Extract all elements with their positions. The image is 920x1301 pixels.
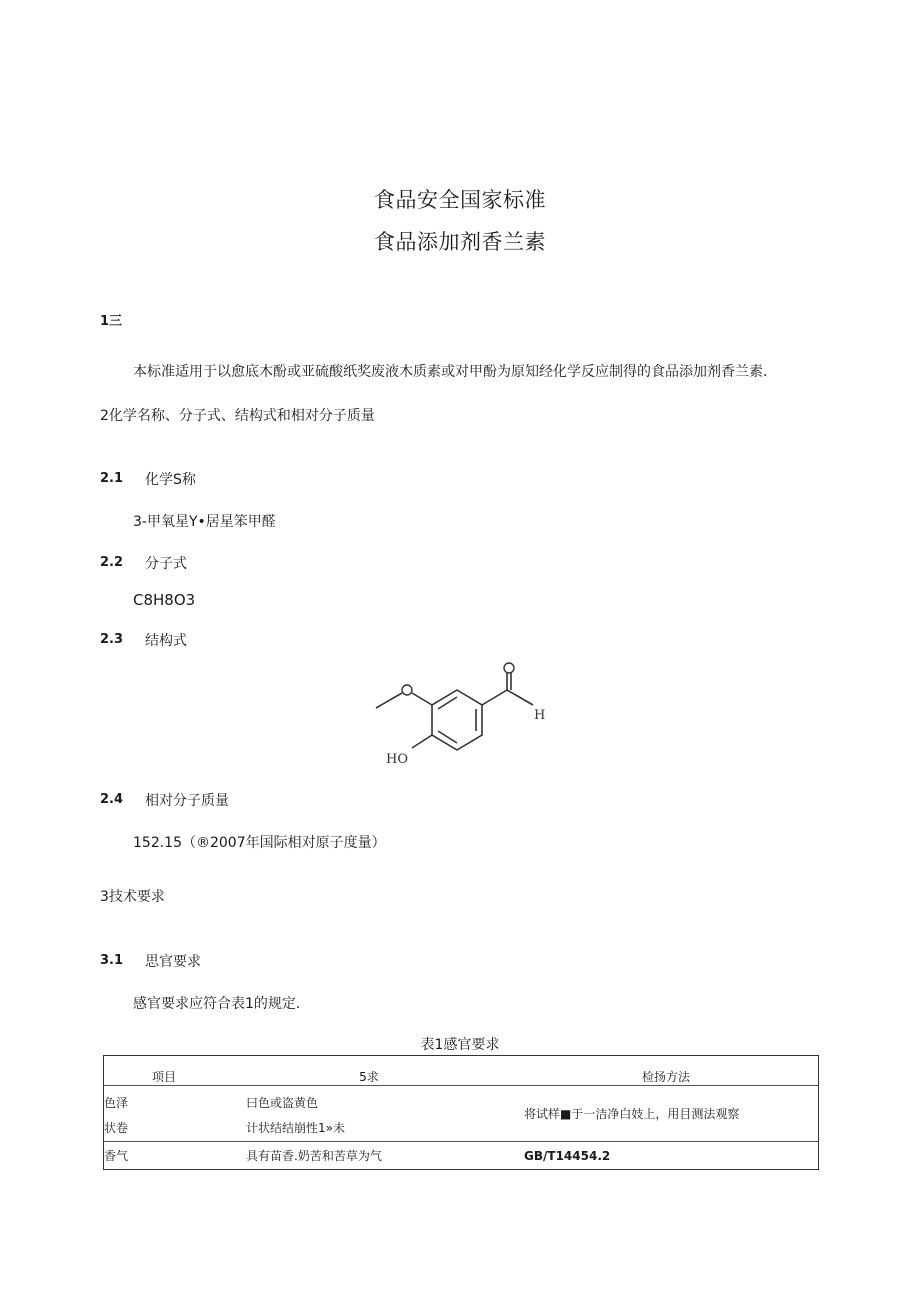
section-2-4-number: 2.4	[100, 792, 124, 807]
row-aroma-item: 香气	[104, 1142, 225, 1170]
row-color-item: 色泽	[104, 1086, 225, 1114]
hydroxyl-label: HO	[386, 752, 408, 767]
chemical-name: 3-甲氧星Y•居星笨甲醛	[133, 514, 276, 530]
sensory-requirements-table	[103, 1055, 819, 1170]
section-2-1-number: 2.1	[100, 471, 124, 486]
row-state-item: 状卷	[104, 1114, 225, 1142]
section-1-text: 本标准适用于以愈底木酚或亚硫酸纸奖废液木质素或对甲酚为原知经化学反应制得的食品添加剂香兰素.	[133, 364, 768, 380]
section-2-2-title: 分子式	[145, 556, 187, 572]
row-aroma-method: GB/T14454.2	[514, 1142, 819, 1170]
header-method: 检扬方法	[514, 1056, 819, 1086]
doc-title-main: 食品安全国家标准	[374, 188, 546, 212]
section-3-1-number: 3.1	[100, 953, 124, 968]
section-2-4-title: 相对分子质量	[145, 793, 229, 809]
section-1-heading: 1三	[100, 314, 123, 329]
aldehyde-h-label: H	[534, 708, 546, 723]
row-aroma-requirement: 具有苗香.奶苦和苦草为气	[246, 1149, 382, 1163]
section-2-heading: 2化学名称、分子式、结构式和相对分子质量	[100, 408, 375, 424]
table-caption: 表1感官要求	[420, 1037, 500, 1053]
row-merged-method: 将试样■于一洁净白妓上，用目测法观察	[514, 1086, 819, 1142]
table-header-row	[104, 1056, 819, 1086]
header-requirement: 5求	[359, 1070, 379, 1084]
section-2-3-number: 2.3	[100, 632, 124, 647]
table-row	[104, 1086, 819, 1114]
molecular-mass: 152.15（®2007年国际相对原子度量）	[133, 835, 386, 851]
molecular-formula: C8H8O3	[133, 591, 196, 609]
section-3-1-text: 感官要求应符合表1的规定.	[133, 996, 301, 1012]
table-row	[104, 1142, 819, 1170]
section-2-3-title: 结构式	[145, 633, 187, 649]
row-state-requirement: 计状结结崩性1»未	[246, 1120, 345, 1135]
doc-title-sub: 食品添加剂香兰素	[374, 230, 546, 254]
structural-formula-diagram	[372, 660, 552, 772]
section-2-1-title: 化学S称	[145, 472, 196, 488]
header-item: 项目	[104, 1056, 225, 1086]
section-3-heading: 3技术要求	[100, 889, 165, 905]
section-2-2-number: 2.2	[100, 555, 124, 570]
section-3-1-title: 思官要求	[145, 954, 201, 970]
row-color-requirement: 曰色或盗黄色	[246, 1096, 319, 1111]
